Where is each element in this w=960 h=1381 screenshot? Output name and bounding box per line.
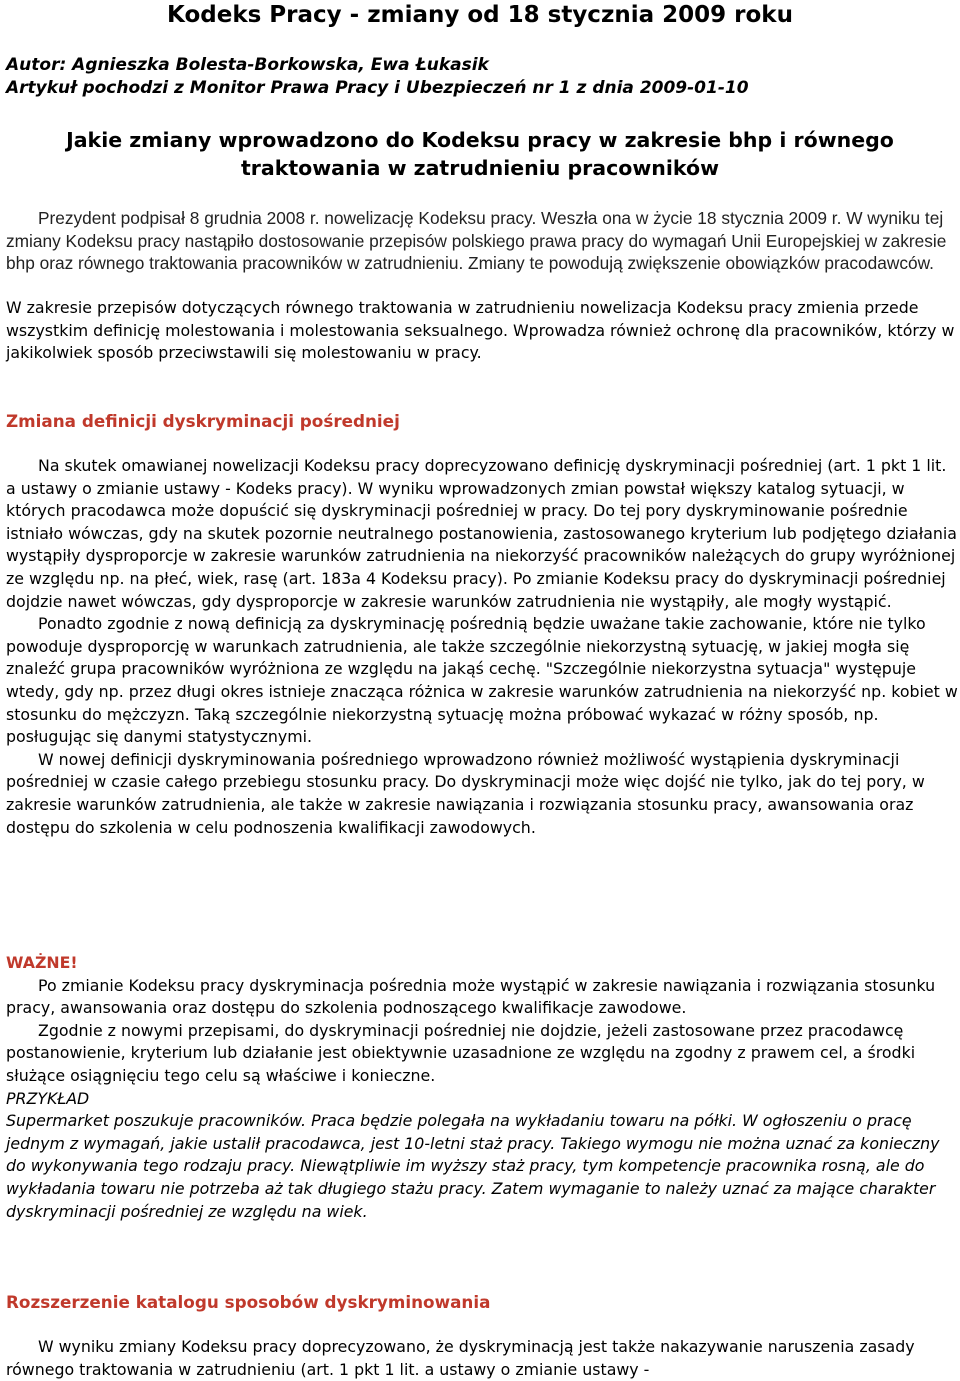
lead-text: Prezydent podpisał 8 grudnia 2008 r. nowelizację Kodeksu pracy. Weszła ona w życie 18 stycznia 2009 r. W wyniku tej zmiany Kodeksu pracy nastąpiło dostosowanie przepisów polskiego prawa pracy do wymagań Unii Europejskiej w zakresie bhp oraz równego traktowania pracowników w zatrudnieniu. Zmiany te powodują zwiększenie obowiązków pracodawców. bbox=[6, 208, 947, 274]
subtitle-line-1: Jakie zmiany wprowadzono do Kodeksu pracy w zakresie bhp i równego bbox=[66, 128, 894, 152]
important-paragraph-2: Zgodnie z nowymi przepisami, do dyskryminacji pośredniej nie dojdzie, jeżeli zastosowane przez pracodawcę postanowienie, kryterium lub działanie jest obiektywnie uzasadnione ze względu na zgodny z prawem cel, a środki służące osiągnięciu tego celu są właściwe i konieczne. bbox=[6, 1020, 916, 1085]
section-heading-indirect-discrimination: Zmiana definicji dyskryminacji pośredniej bbox=[6, 411, 400, 431]
lead-text-2: W zakresie przepisów dotyczących równego traktowania w zatrudnieniu nowelizacja Kodeksu pracy zmienia przede wszystkim definicję molestowania i molestowania seksualnego. Wprowadza również ochronę dla pracowników, którzy w jakikolwiek sposób przeciwstawili się molestowaniu w pracy. bbox=[6, 298, 955, 363]
section1-body bbox=[6, 455, 960, 839]
lead-paragraph-2 bbox=[6, 297, 960, 365]
lead-paragraph bbox=[6, 207, 960, 275]
example-label: PRZYKŁAD bbox=[6, 1088, 90, 1108]
section2-paragraph-1: W wyniku zmiany Kodeksu pracy doprecyzowano, że dyskryminacją jest także nakazywanie naruszenia zasady równego traktowania w zatrudnieniu (art. 1 pkt 1 lit. a ustawy o zmianie ustawy - bbox=[6, 1337, 915, 1379]
author-line: Autor: Agnieszka Bolesta-Borkowska, Ewa Łukasik bbox=[6, 55, 489, 75]
important-paragraph-1: Po zmianie Kodeksu pracy dyskryminacja pośrednia może wystąpić w zakresie nawiązania i rozwiązania stosunku pracy, awansowania oraz dostępu do szkolenia podnoszącego kwalifikacje zawodowe. bbox=[6, 975, 936, 1018]
subtitle-line-2: traktowania w zatrudnieniu pracowników bbox=[240, 156, 720, 180]
important-label: WAŻNE! bbox=[6, 953, 78, 972]
section-heading-discrimination-methods: Rozszerzenie katalogu sposobów dyskryminowania bbox=[6, 1292, 491, 1312]
section1-paragraph-2: Ponadto zgodnie z nową definicją za dyskryminację pośrednią będzie uważane takie zachowanie, które nie tylko powoduje dysproporcję w warunkach zatrudnienia, ale także szczególnie niekorzystną sytuację, w jakiej mogła się znaleźć grupa pracowników wyróżniona ze względu na jakąś cechę. "Szczególnie niekorzystna sytuacja" występuje wtedy, gdy np. przez długi okres istnieje znacząca różnica w zakresie warunków zatrudnienia na niekorzyść np. kobiet w stosunku do mężczyzn. Taką szczególnie niekorzystną sytuację można próbować wykazać w różny sposób, np. posługując się danymi statystycznymi. bbox=[6, 614, 958, 747]
important-box bbox=[6, 952, 960, 1223]
source-line: Artykuł pochodzi z Monitor Prawa Pracy i Ubezpieczeń nr 1 z dnia 2009-01-10 bbox=[6, 78, 749, 98]
section1-paragraph-1: Na skutek omawianej nowelizacji Kodeksu pracy doprecyzowano definicję dyskryminacji pośredniej (art. 1 pkt 1 lit. a ustawy o zmianie ustawy - Kodeks pracy). W wyniku wprowadzonych zmian powstał większy katalog sytuacji, w których pracodawca może dopuścić się dyskryminacji pośredniej w pracy. Do tej pory dyskryminowanie pośrednie istniało wówczas, gdy na skutek pozornie neutralnego postanowienia, zastosowanego kryterium lub podjętego działania wystąpiły dysproporcje w zakresie warunków zatrudnienia na niekorzyść pracowników należących do grupy wyróżnionej ze względu np. na płeć, wiek, rasę (art. 183a 4 Kodeksu pracy). Po zmianie Kodeksu pracy do dyskryminacji pośredniej dojdzie nawet wówczas, gdy dysproporcje w zakresie warunków zatrudnienia nie wystąpiły, ale mogły wystąpić. bbox=[6, 456, 957, 611]
section1-paragraph-3: W nowej definicji dyskryminowania pośredniego wprowadzono również możliwość wystąpienia dyskryminacji pośredniej w czasie całego przebiegu stosunku pracy. Do dyskryminacji może więc dojść nie tylko, jak do tej pory, w zakresie warunków zatrudnienia, ale także w zakresie nawiązania i rozwiązania stosunku pracy, awansowania oraz dostępu do szkolenia w celu podnoszenia kwalifikacji zawodowych. bbox=[6, 749, 925, 837]
example-text: Supermarket poszukuje pracowników. Praca będzie polegała na wykładaniu towaru na półki. W ogłoszeniu o pracę jednym z wymagań, jakie ustalił pracodawca, jest 10-letni staż pracy. Takiego wymogu nie można uznać za konieczny do wykonywania tego rodzaju pracy. Niewątpliwie im wyższy staż pracy, tym kompetencje pracownika rosną, ale do wykładania towaru nie potrzeba aż tak długiego stażu pracy. Zatem wymaganie to należy uznać za mające charakter dyskryminacji pośredniej ze względu na wiek. bbox=[6, 1111, 940, 1221]
page-title: Kodeks Pracy - zmiany od 18 stycznia 2009 roku bbox=[167, 2, 793, 28]
section2-body bbox=[6, 1336, 960, 1381]
